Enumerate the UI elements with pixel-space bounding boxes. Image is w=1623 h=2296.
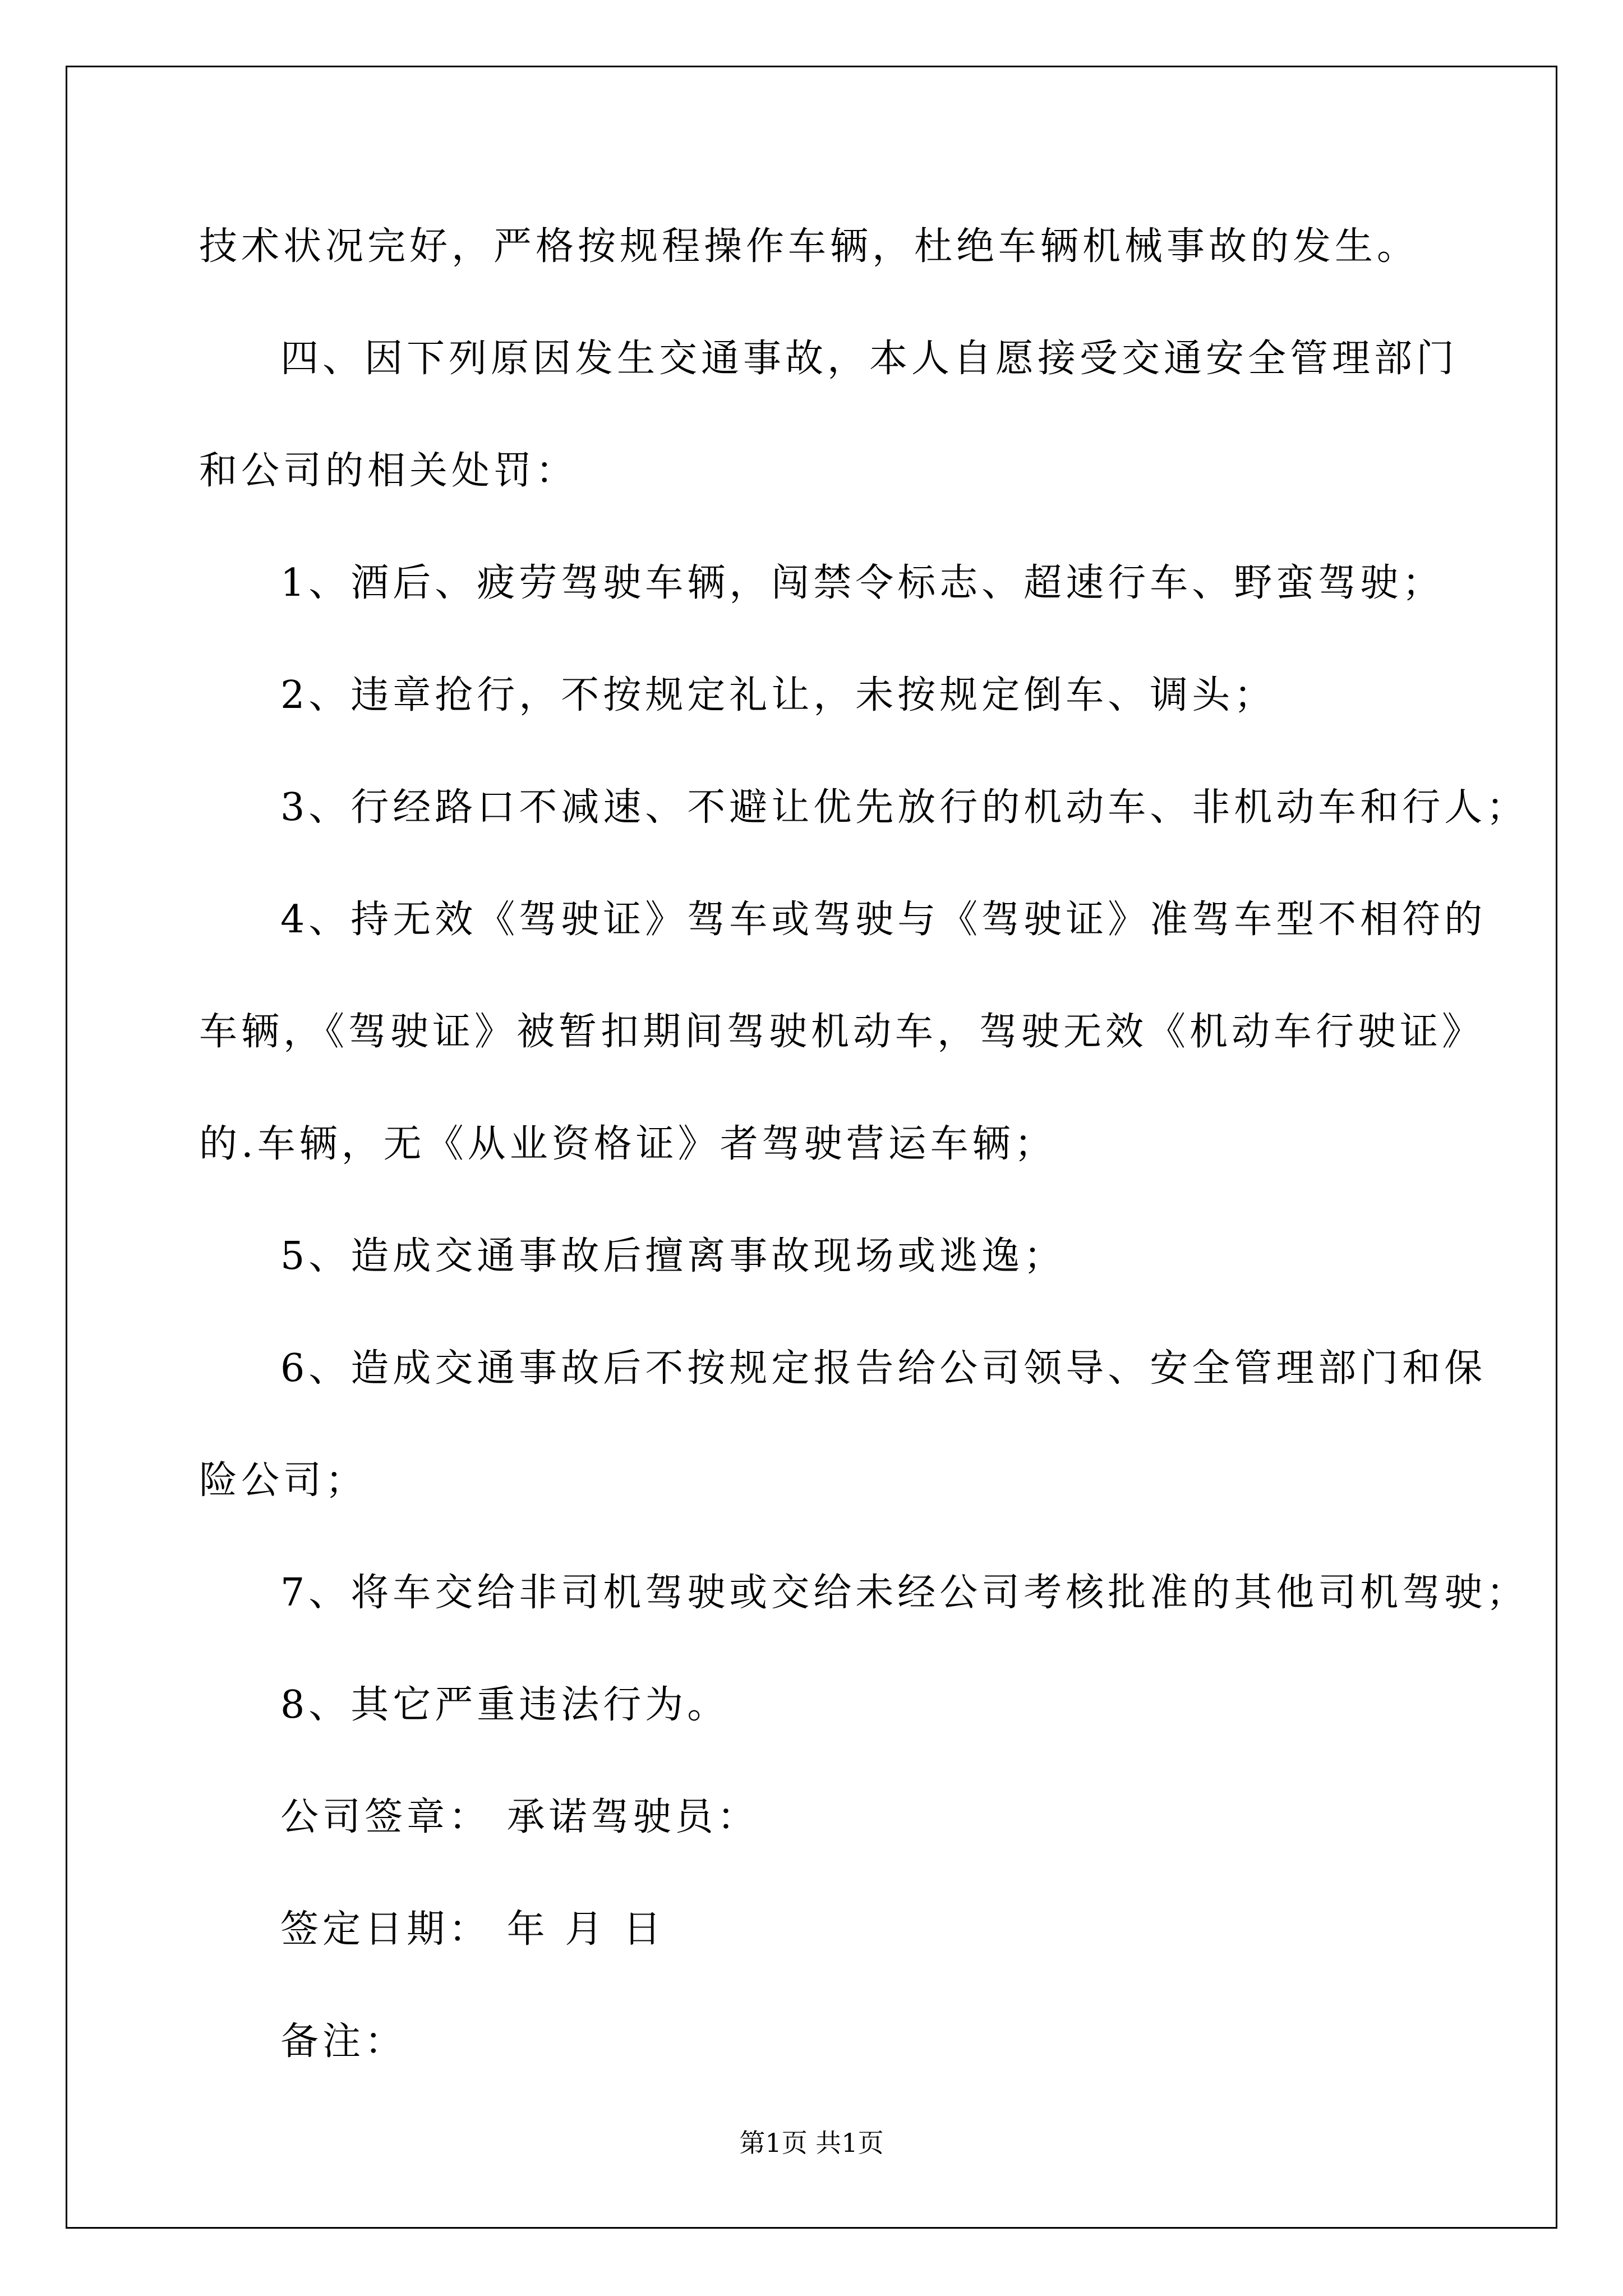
paragraph-line: 4、持无效《驾驶证》驾车或驾驶与《驾驶证》准驾车型不相符的 <box>280 898 1487 942</box>
paragraph-line: 6、造成交通事故后不按规定报告给公司领导、安全管理部门和保 <box>280 1346 1487 1391</box>
paragraph-line: 1、酒后、疲劳驾驶车辆，闯禁令标志、超速行车、野蛮驾驶； <box>280 561 1445 605</box>
paragraph-line: 8、其它严重违法行为。 <box>280 1683 730 1727</box>
page-footer: 第1页 共1页 <box>739 2128 884 2158</box>
paragraph-line: 2、违章抢行，不按规定礼让，未按规定倒车、调头； <box>280 673 1276 717</box>
paragraph-line: 四、因下列原因发生交通事故，本人自愿接受交通安全管理部门 <box>280 337 1459 381</box>
paragraph-line: 技术状况完好，严格按规程操作车辆，杜绝车辆机械事故的发生。 <box>199 224 1419 269</box>
paragraph-line: 和公司的相关处罚： <box>199 449 578 493</box>
paragraph-line: 险公司； <box>199 1458 368 1503</box>
paragraph-line: 7、将车交给非司机驾驶或交给未经公司考核批准的其他司机驾驶； <box>280 1571 1529 1615</box>
paragraph-line: 车辆，《驾驶证》被暂扣期间驾驶机动车，驾驶无效《机动车行驶证》 <box>199 1010 1484 1054</box>
remarks-line: 备注： <box>280 2019 407 2064</box>
paragraph-line: 的.车辆，无《从业资格证》者驾驶营运车辆； <box>199 1122 1057 1166</box>
paragraph-line: 3、行经路口不减速、不避让优先放行的机动车、非机动车和行人； <box>280 785 1529 830</box>
date-line: 签定日期： 年 月 日 <box>280 1907 665 1952</box>
paragraph-line: 5、造成交通事故后擅离事故现场或逃逸； <box>280 1234 1066 1278</box>
signature-line: 公司签章： 承诺驾驶员： <box>280 1795 759 1839</box>
